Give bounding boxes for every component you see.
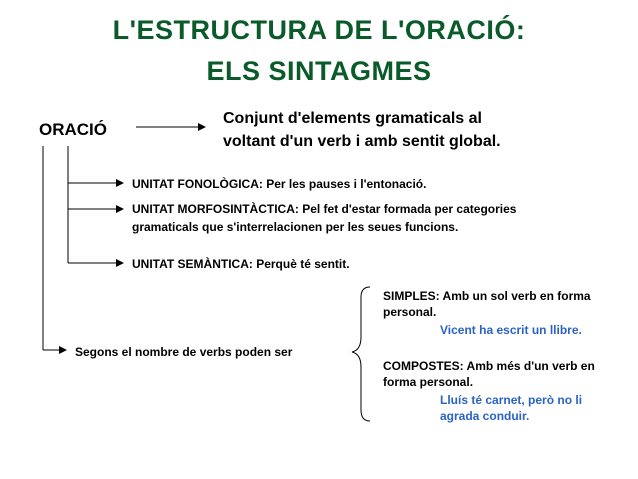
title-line-2: ELS SINTAGMES [206,56,432,86]
verbs-label: Segons el nombre de verbs poden ser [75,345,293,359]
oracio-definition-line-2: voltant d'un verb i amb sentit global. [223,133,501,150]
simples-line-2: personal. [383,305,437,319]
title-line-1: L'ESTRUCTURA DE L'ORACIÓ: [112,15,526,45]
compostes-example-line-2: agrada conduir. [440,409,530,423]
compostes-example-line-1: Lluís té carnet, però no li [440,393,583,407]
simples-example: Vicent ha escrit un llibre. [440,323,582,337]
unit-morfosintactica-line-1: UNITAT MORFOSINTÀCTICA: Pel fet d'estar formada per categories [132,202,517,216]
unit-semantica: UNITAT SEMÀNTICA: Perquè té sentit. [132,257,350,271]
compostes-line-1: COMPOSTES: Amb més d'un verb en [383,359,595,373]
curly-brace [352,287,370,421]
compostes-line-2: forma personal. [383,375,474,389]
simples-line-1: SIMPLES: Amb un sol verb en forma [383,289,591,303]
oracio-definition-line-1: Conjunt d'elements gramaticals al [223,110,482,127]
unit-fonologica: UNITAT FONOLÒGICA: Per les pauses i l'entonació. [132,177,427,191]
oracio-label: ORACIÓ [39,120,107,139]
unit-morfosintactica-line-2: gramaticals que s'interrelacionen per les seues funcions. [132,220,459,234]
